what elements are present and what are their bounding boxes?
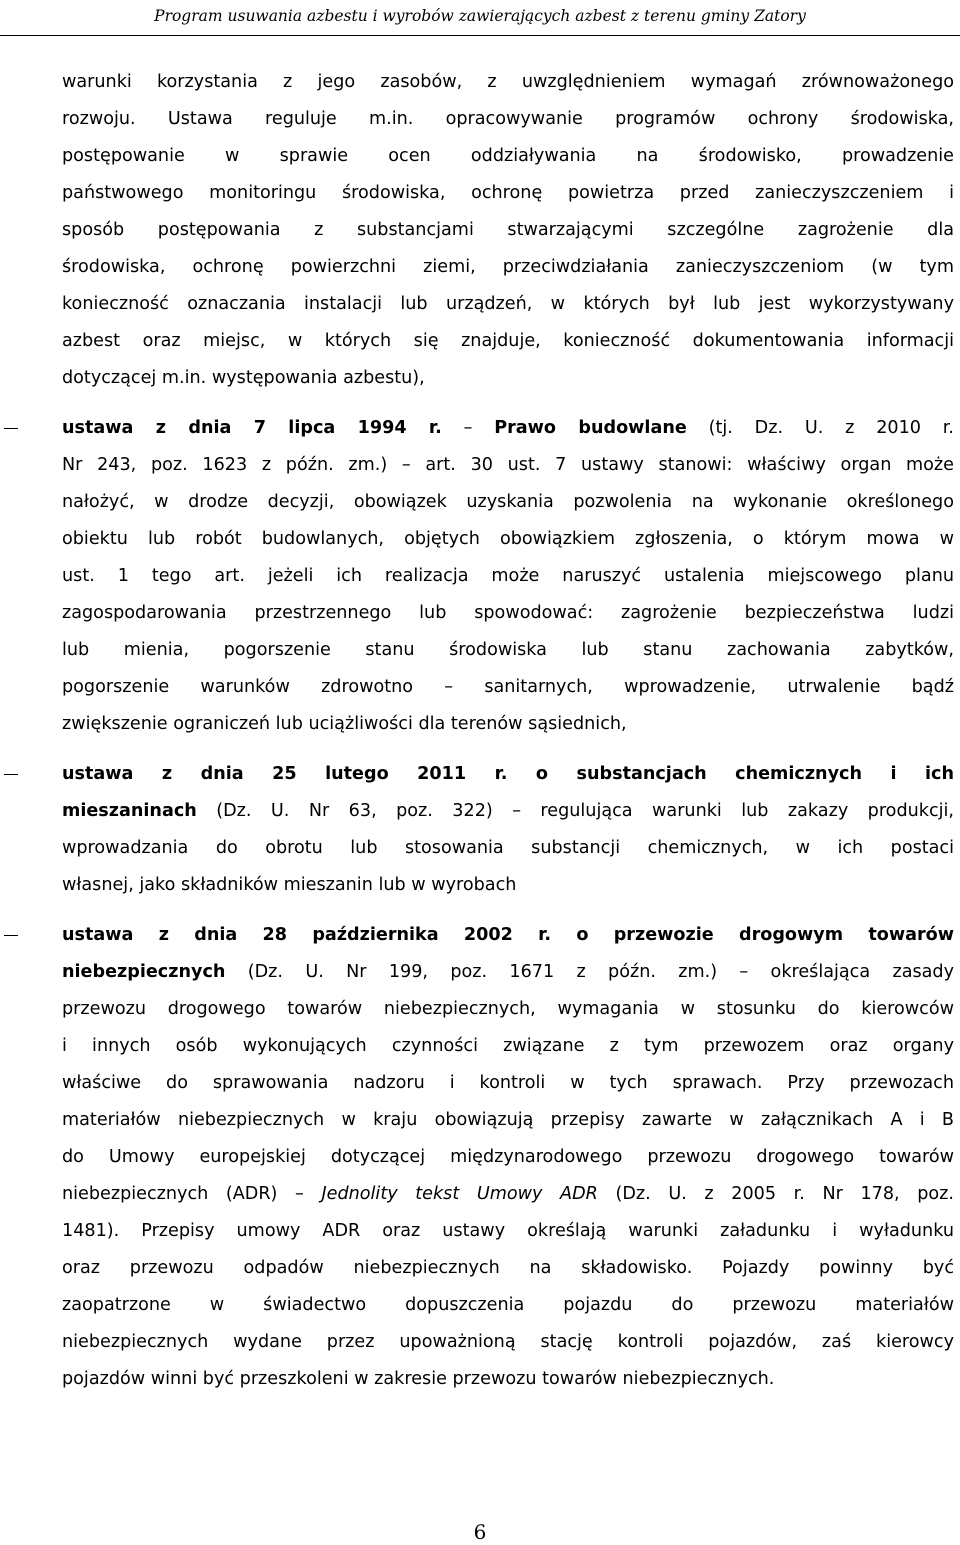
- text-line: materiałów niebezpiecznych w kraju obowiązują przepisy zawarte w załącznikach A i B: [62, 1110, 954, 1130]
- document-title: Program usuwania azbestu i wyrobów zawierających azbest z terenu gminy Zatory: [154, 7, 806, 25]
- list-item-substancje-chemiczne: [62, 756, 954, 904]
- text-line: nałożyć, w drodze decyzji, obowiązek uzyskania pozwolenia na wykonanie określonego: [62, 492, 954, 512]
- text-line: [62, 793, 954, 830]
- text-line: niebezpiecznych wydane przez upoważnioną stację kontroli pojazdów, zaś kierowcy: [62, 1332, 954, 1352]
- text-line: 1481). Przepisy umowy ADR oraz ustawy określają warunki załadunku i wyładunku: [62, 1221, 954, 1241]
- act-reference: (tj. Dz. U. z 2010 r.: [708, 418, 955, 438]
- text-line: ustawa z dnia 7 lipca 1994 r. – Prawo budowlane (tj. Dz. U. z 2010 r.: [62, 418, 955, 438]
- text-line: [62, 917, 954, 954]
- list-bullet-dash: [4, 428, 18, 429]
- text-line: wprowadzania do obrotu lub stosowania substancji chemicznych, w ich postaci: [62, 838, 954, 858]
- act-title-cont: niebezpiecznych: [62, 962, 226, 982]
- text-line: dotyczącej m.in. występowania azbestu),: [62, 368, 425, 388]
- text-line: i innych osób wykonujących czynności związane z tym przewozem oraz organy: [62, 1036, 954, 1056]
- text-line: [62, 954, 954, 991]
- act-title-cont: mieszaninach: [62, 801, 197, 821]
- page-number: 6: [473, 1520, 487, 1544]
- text-line: [62, 1176, 954, 1213]
- text-line: oraz przewozu odpadów niebezpiecznych na składowisko. Pojazdy powinny być: [62, 1258, 954, 1278]
- intro-paragraph: [62, 64, 954, 397]
- list-item-prawo-budowlane: [62, 410, 954, 743]
- text-line: do Umowy europejskiej dotyczącej międzynarodowego przewozu drogowego towarów: [62, 1147, 954, 1167]
- page-header: [0, 0, 960, 38]
- text-line: [62, 756, 954, 793]
- text-line: postępowanie w sprawie ocen oddziaływania na środowisko, prowadzenie: [62, 146, 954, 166]
- text-line: środowiska, ochronę powierzchni ziemi, przeciwdziałania zanieczyszczeniom (w tym: [62, 257, 954, 277]
- text-line: rozwoju. Ustawa reguluje m.in. opracowywanie programów ochrony środowiska,: [62, 109, 954, 129]
- adr-prefix: niebezpiecznych (ADR) –: [62, 1184, 304, 1204]
- text-line: zwiększenie ograniczeń lub uciążliwości dla terenów sąsiednich,: [62, 714, 627, 734]
- text-line: zaopatrzone w świadectwo dopuszczenia pojazdu do przewozu materiałów: [62, 1295, 954, 1315]
- text-line: zagospodarowania przestrzennego lub spowodować: zagrożenie bezpieczeństwa ludzi: [62, 603, 954, 623]
- text-line: właściwe do sprawowania nadzoru i kontroli w tych sprawach. Przy przewozach: [62, 1073, 954, 1093]
- text-line: obiektu lub robót budowlanych, objętych obowiązkiem zgłoszenia, o którym mowa w: [62, 529, 954, 549]
- text-line: przewozu drogowego towarów niebezpiecznych, wymagania w stosunku do kierowców: [62, 999, 954, 1019]
- text-line: Nr 243, poz. 1623 z późn. zm.) – art. 30 ust. 7 ustawy stanowi: właściwy organ może: [62, 455, 954, 475]
- act-title: ustawa z dnia 25 lutego 2011 r. o substancjach chemicznych i ich: [62, 764, 954, 784]
- text-line: warunki korzystania z jego zasobów, z uwzględnieniem wymagań zrównoważonego: [62, 72, 954, 92]
- text-line: konieczność oznaczania instalacji lub urządzeń, w których był lub jest wykorzystywany: [62, 294, 954, 314]
- act-reference: (Dz. U. Nr 63, poz. 322) – regulująca warunki lub zakazy produkcji,: [216, 801, 954, 821]
- act-title: ustawa z dnia 7 lipca 1994 r.: [62, 418, 442, 438]
- text-line: pogorszenie warunków zdrowotno – sanitarnych, wprowadzenie, utrwalenie bądź: [62, 677, 954, 697]
- text-line: ust. 1 tego art. jeżeli ich realizacja może naruszyć ustalenia miejscowego planu: [62, 566, 954, 586]
- act-title: ustawa z dnia 28 października 2002 r. o przewozie drogowym towarów: [62, 925, 954, 945]
- list-bullet-dash: [4, 774, 18, 775]
- adr-title: Jednolity tekst Umowy ADR: [321, 1184, 598, 1204]
- list-item-przewoz-drogowy: [62, 917, 954, 1398]
- text-line: państwowego monitoringu środowiska, ochronę powietrza przed zanieczyszczeniem i: [62, 183, 954, 203]
- text-line: pojazdów winni być przeszkoleni w zakresie przewozu towarów niebezpiecznych.: [62, 1369, 775, 1389]
- act-reference: (Dz. U. Nr 199, poz. 1671 z późn. zm.) – określająca zasady: [247, 962, 955, 982]
- text-line: azbest oraz miejsc, w których się znajduje, konieczność dokumentowania informacji: [62, 331, 954, 351]
- header-divider: [0, 35, 960, 36]
- text-line: własnej, jako składników mieszanin lub w wyrobach: [62, 875, 517, 895]
- list-bullet-dash: [4, 935, 18, 936]
- text-line: lub mienia, pogorszenie stanu środowiska lub stanu zachowania zabytków,: [62, 640, 954, 660]
- act-name: Prawo budowlane: [494, 418, 687, 438]
- text-line: sposób postępowania z substancjami stwarzającymi szczególne zagrożenie dla: [62, 220, 954, 240]
- adr-reference: (Dz. U. z 2005 r. Nr 178, poz.: [615, 1184, 955, 1204]
